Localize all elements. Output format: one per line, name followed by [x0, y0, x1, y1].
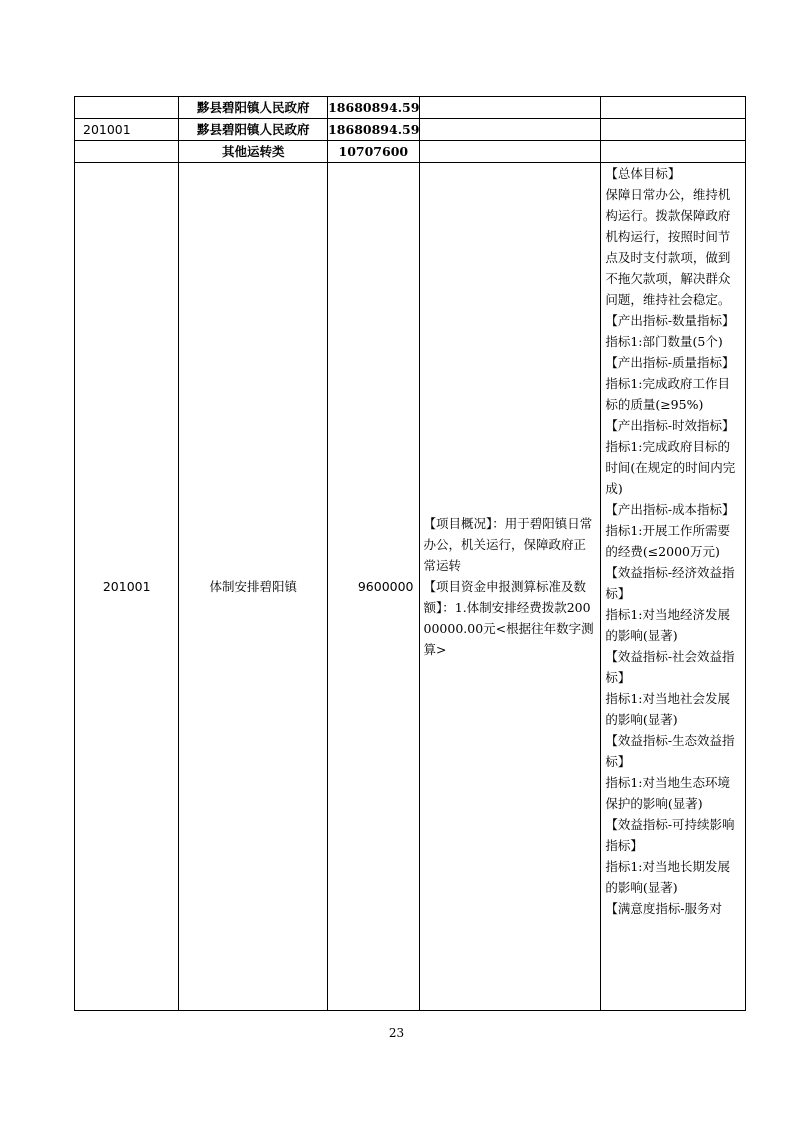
- project-goals: [601, 141, 746, 163]
- project-code: [75, 141, 179, 163]
- project-amount: 18680894.59: [328, 97, 419, 119]
- table-row: [75, 97, 746, 119]
- table-row-detail: [75, 163, 746, 1011]
- project-goals: [601, 97, 746, 119]
- detail-code: 201001: [75, 163, 179, 1011]
- project-description: [419, 119, 601, 141]
- table-row: [75, 141, 746, 163]
- project-goals: [601, 119, 746, 141]
- project-amount: 18680894.59: [328, 119, 419, 141]
- project-description: [419, 97, 601, 119]
- page-number: 23: [388, 1026, 405, 1040]
- detail-description: 【项目概况】：用于碧阳镇日常办公，机关运行，保障政府正常运转 【项目资金申报测算标准及数额】：1.体制安排经费拨款20000000.00元<根据往年数字测算>: [419, 163, 601, 1011]
- detail-name: 体制安排碧阳镇: [179, 163, 328, 1011]
- project-code: [75, 97, 179, 119]
- project-name: 其他运转类: [179, 141, 328, 163]
- detail-amount: 9600000: [328, 163, 419, 1011]
- project-code: 201001: [75, 119, 179, 141]
- project-description: [419, 141, 601, 163]
- project-amount: 10707600: [328, 141, 419, 163]
- table-row: [75, 119, 746, 141]
- project-name: 黟县碧阳镇人民政府: [179, 97, 328, 119]
- budget-table: [74, 96, 746, 1011]
- project-name: 黟县碧阳镇人民政府: [179, 119, 328, 141]
- detail-goals: 【总体目标】 保障日常办公，维持机构运行。拨款保障政府机构运行，按照时间节点及时支付款项，做到不拖欠款项，解决群众问题，维持社会稳定。 【产出指标-数量指标】 指标1:部门数量(5个) 【产出指标-质量指标】 指标1:完成政府工作目标的质量(≥95%) 【产出指标-时效指标】 指标1:完成政府目标的时间(在规定的时间内完成) 【产出指标-成本指标】 指标1:开展工作所需要的经费(≤2000万元) 【效益指标-经济效益指标】 指标1:对当地经济发展的影响(显著) 【效益指标-社会效益指标】 指标1:对当地社会发展的影响(显著) 【效益指标-生态效益指标】 指标1:对当地生态环境保护的影响(显著) 【效益指标-可持续影响指标】 指标1:对当地长期发展的影响(显著) 【满意度指标-服务对: [601, 163, 746, 1011]
